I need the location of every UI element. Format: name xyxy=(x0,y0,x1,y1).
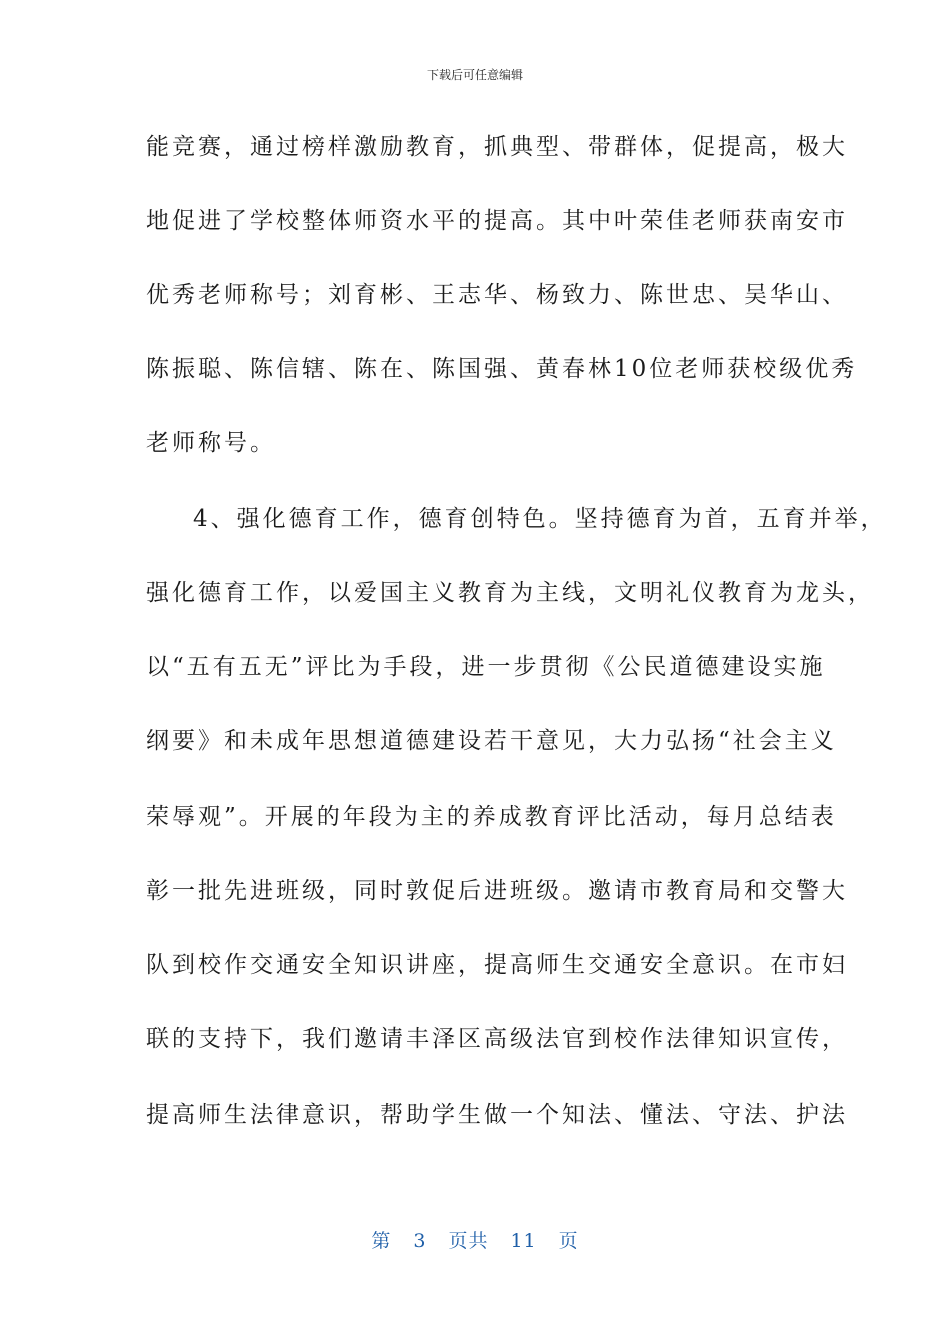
body-line: 彰一批先进班级，同时敦促后进班级。邀请市教育局和交警大 xyxy=(146,878,848,904)
body-line: 能竞赛，通过榜样激励教育，抓典型、带群体，促提高，极大 xyxy=(146,134,848,160)
body-line: 优秀老师称号；刘育彬、王志华、杨致力、陈世忠、吴华山、 xyxy=(146,282,848,308)
footer-middle: 页共 xyxy=(448,1230,489,1252)
body-line: 地促进了学校整体师资水平的提高。其中叶荣佳老师获南安市 xyxy=(146,208,848,234)
footer-prefix: 第 xyxy=(371,1230,392,1252)
page-header: 下载后可任意编辑 xyxy=(426,68,523,82)
body-line: 荣辱观”。开展的年段为主的养成教育评比活动，每月总结表 xyxy=(146,804,837,830)
body-line: 强化德育工作，以爱国主义教育为主线，文明礼仪教育为龙头， xyxy=(146,580,874,606)
current-page-number: 3 xyxy=(413,1230,427,1252)
body-line: 以“五有五无”评比为手段，进一步贯彻《公民道德建设实施 xyxy=(146,654,826,680)
body-line: 陈振聪、陈信辖、陈在、陈国强、黄春林10位老师获校级优秀 xyxy=(146,356,858,382)
body-line: 4、强化德育工作，德育创特色。坚持德育为首，五育并举， xyxy=(193,506,887,532)
footer-suffix: 页 xyxy=(558,1230,579,1252)
total-pages-number: 11 xyxy=(510,1230,537,1252)
body-line: 队到校作交通安全知识讲座，提高师生交通安全意识。在市妇 xyxy=(146,952,848,978)
page-footer xyxy=(0,1226,950,1253)
body-line: 提高师生法律意识，帮助学生做一个知法、懂法、守法、护法 xyxy=(146,1102,848,1128)
body-line: 纲要》和未成年思想道德建设若干意见，大力弘扬“社会主义 xyxy=(146,728,837,754)
body-line: 老师称号。 xyxy=(146,430,276,456)
body-line: 联的支持下，我们邀请丰泽区高级法官到校作法律知识宣传， xyxy=(146,1026,848,1052)
